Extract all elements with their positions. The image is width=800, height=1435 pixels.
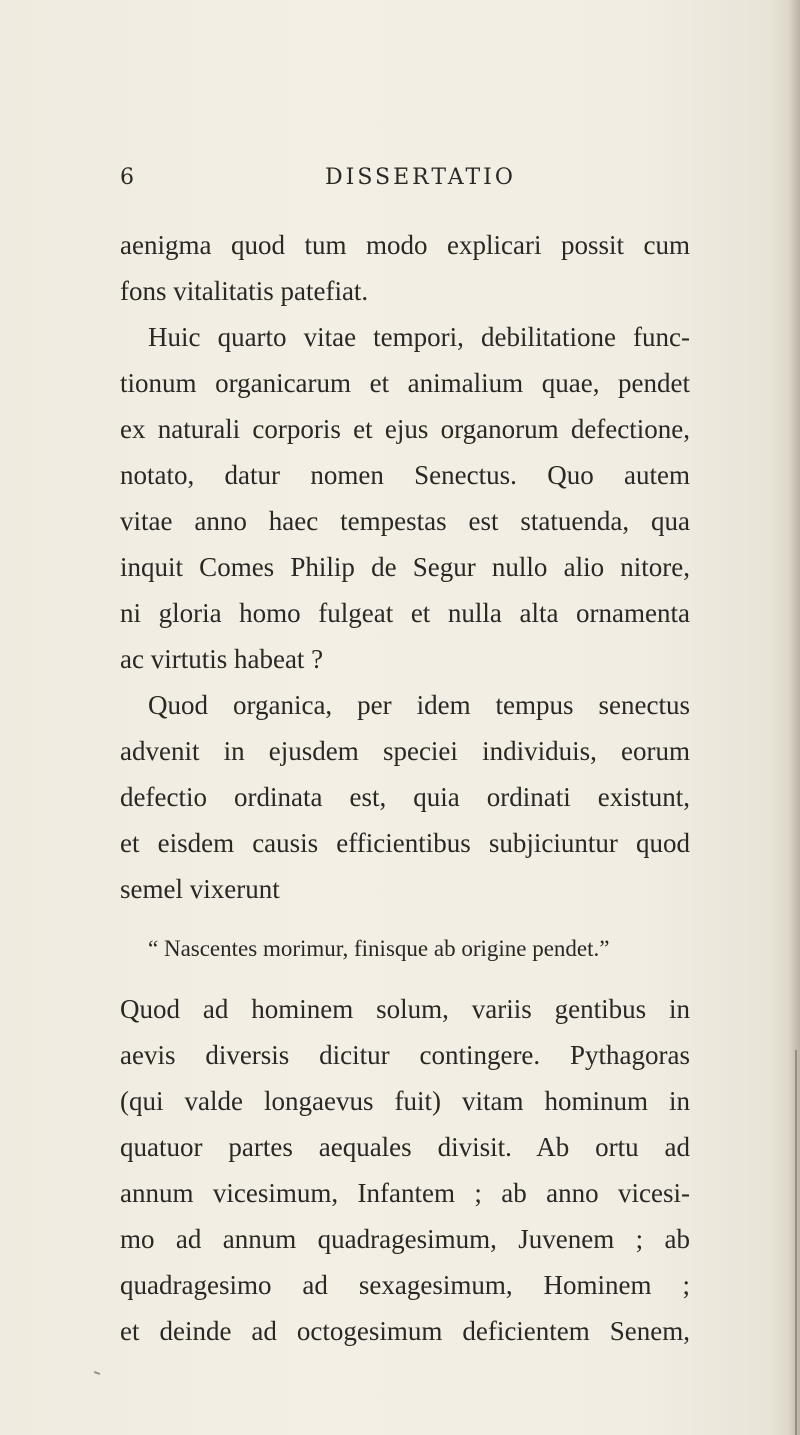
page-number: 6	[120, 165, 135, 190]
text-line: mo ad annum quadragesimum, Juvenem ; ab	[120, 1224, 690, 1254]
text-line: advenit in ejusdem speciei individuis, eorum	[120, 736, 690, 766]
text-line: ac virtutis habeat ?	[120, 644, 324, 674]
text-line: et deinde ad octogesimum deficientem Senem,	[120, 1316, 690, 1346]
paragraph-4	[120, 986, 690, 1354]
verse-quotation: “ Nascentes morimur, finisque ab origine pendet.”	[148, 936, 610, 961]
text-line: Huic quarto vitae tempori, debilitatione func-	[148, 322, 690, 352]
ink-speck	[94, 1371, 100, 1375]
text-line: fons vitalitatis patefiat.	[120, 276, 369, 306]
text-line: semel vixerunt	[120, 874, 280, 904]
text-line: Quod organica, per idem tempus senectus	[148, 690, 690, 720]
text-line: vitae anno haec tempestas est statuenda, qua	[120, 506, 690, 536]
text-line: Quod ad hominem solum, variis gentibus in	[120, 994, 690, 1024]
paragraph-3	[120, 682, 690, 912]
text-line: ni gloria homo fulgeat et nulla alta ornamenta	[120, 598, 690, 628]
text-line: aevis diversis dicitur contingere. Pythagoras	[120, 1040, 690, 1070]
text-line: ex naturali corporis et ejus organorum defectione,	[120, 414, 690, 444]
text-line: annum vicesimum, Infantem ; ab anno vicesi-	[120, 1178, 690, 1208]
text-line: tionum organicarum et animalium quae, pendet	[120, 368, 690, 398]
paragraph-2	[120, 314, 690, 682]
text-line: notato, datur nomen Senectus. Quo autem	[120, 460, 690, 490]
page-edge-shadow	[788, 0, 800, 1435]
body-text	[120, 222, 690, 1354]
text-line: quatuor partes aequales divisit. Ab ortu ad	[120, 1132, 690, 1162]
paragraph-1	[120, 222, 690, 314]
text-line: defectio ordinata est, quia ordinati existunt,	[120, 782, 690, 812]
text-line: quadragesimo ad sexagesimum, Hominem ;	[120, 1270, 690, 1300]
text-line: inquit Comes Philip de Segur nullo alio nitore,	[120, 552, 690, 582]
text-line: et eisdem causis efficientibus subjiciuntur quod	[120, 828, 690, 858]
page-header	[120, 165, 685, 199]
page-edge-line	[795, 1050, 797, 1435]
running-head: DISSERTATIO	[325, 165, 516, 190]
text-line: (qui valde longaevus fuit) vitam hominum in	[120, 1086, 690, 1116]
text-line: aenigma quod tum modo explicari possit cum	[120, 230, 690, 260]
